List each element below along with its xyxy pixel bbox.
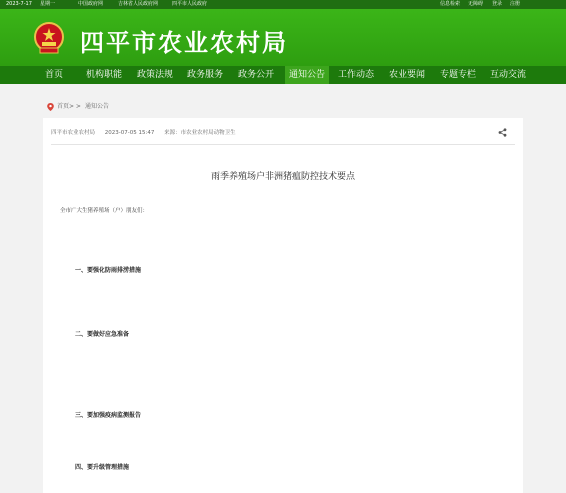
article-date: 2023-07-05 15:47: [104, 130, 155, 136]
nav-item-home[interactable]: 首页: [44, 70, 63, 80]
nav-item-disclosure[interactable]: 政务公开: [238, 70, 275, 80]
article-title: 雨季养殖场户非洲猪瘟防控技术要点: [210, 172, 355, 182]
top-link-jilin[interactable]: 吉林省人民政府网: [118, 1, 159, 7]
article-origin: 来源：市农业农村局动物卫生: [164, 130, 236, 136]
article-greeting: 全市广大生猪养殖场（户）朋友们：: [60, 208, 149, 214]
top-link-siping[interactable]: 四平市人民政府: [172, 1, 208, 7]
breadcrumb-current[interactable]: 通知公告: [85, 103, 110, 110]
top-link-gov[interactable]: 中国政府网: [78, 1, 104, 7]
nav-item-interaction[interactable]: 互动交流: [490, 70, 527, 80]
nav-item-work-news[interactable]: 工作动态: [338, 70, 375, 80]
top-link-login[interactable]: 登录: [492, 1, 503, 7]
nav-item-agri-news[interactable]: 农业要闻: [389, 70, 426, 80]
location-pin-icon: [47, 103, 54, 111]
main-nav: [0, 66, 566, 84]
meta-divider: [51, 144, 515, 145]
section-heading: 三、要加强疫病监测报告: [75, 412, 142, 419]
top-link-register[interactable]: 注册: [510, 1, 521, 7]
top-date: 2023-7-17: [6, 1, 32, 7]
top-weekday: 星期一: [40, 1, 56, 7]
section-heading: 一、要强化防雨排涝措施: [75, 267, 142, 274]
article-meta: [51, 128, 244, 136]
top-link-search[interactable]: 信息检索: [440, 1, 461, 7]
breadcrumb: [43, 100, 523, 114]
nav-item-functions[interactable]: 机构职能: [86, 70, 123, 80]
site-header: [0, 9, 566, 66]
nav-item-services[interactable]: 政务服务: [187, 70, 224, 80]
article-source: 四平市农业农村局: [51, 130, 96, 136]
share-icon[interactable]: [498, 128, 507, 137]
article-card: [43, 118, 523, 493]
nav-item-topics[interactable]: 专题专栏: [440, 70, 477, 80]
section-heading: 四、要升级管理措施: [75, 464, 130, 471]
breadcrumb-separator: > >: [69, 103, 81, 110]
nav-item-notices[interactable]: 通知公告: [285, 66, 329, 84]
national-emblem-icon: [33, 21, 65, 55]
nav-item-policy[interactable]: 政策法规: [137, 70, 174, 80]
breadcrumb-home[interactable]: 首页: [57, 103, 70, 110]
section-heading: 二、要做好应急准备: [75, 331, 130, 338]
site-title: 四平市农业农村局: [80, 28, 288, 57]
top-link-accessibility[interactable]: 无障碍: [468, 1, 484, 7]
top-bar: [0, 0, 566, 9]
